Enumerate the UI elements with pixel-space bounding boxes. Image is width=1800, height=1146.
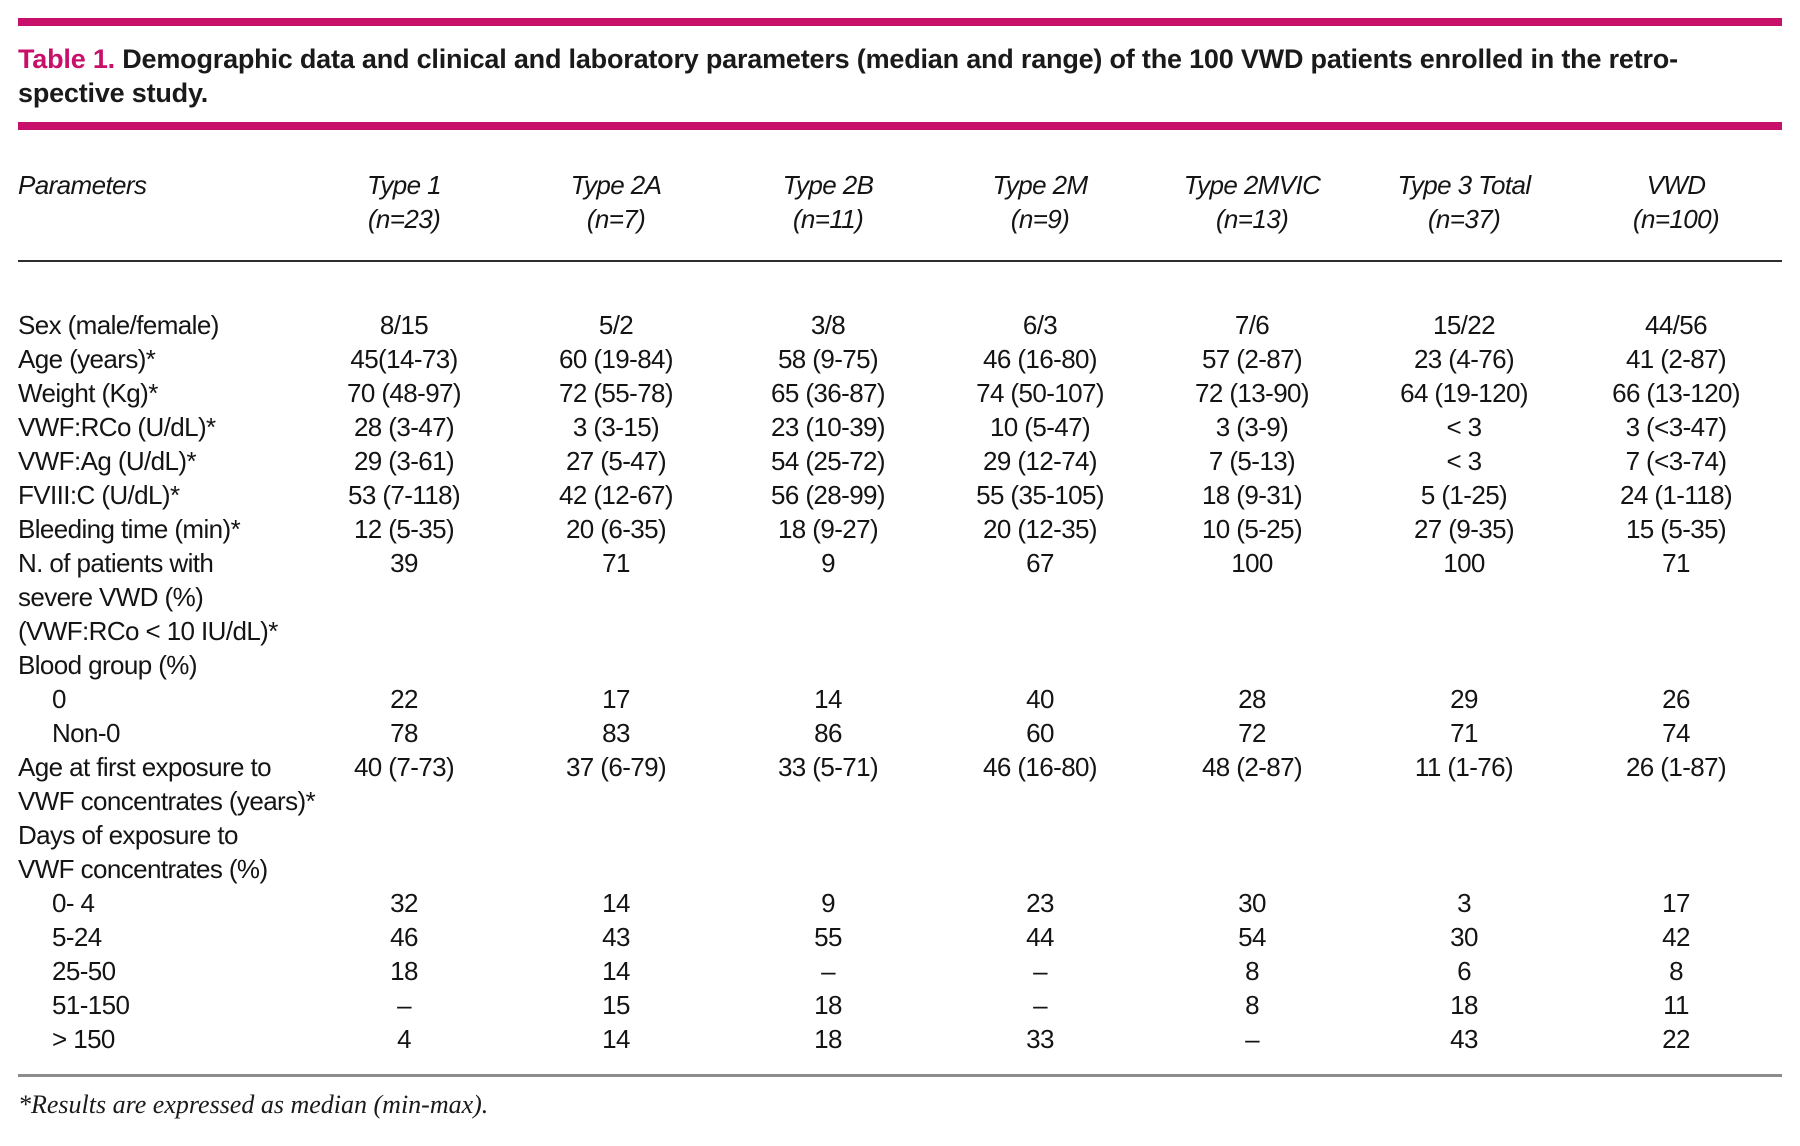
table-row [18,920,1782,954]
column-header-type3-total [1358,168,1570,261]
cell-value [722,818,934,852]
cell-value: 55 [814,922,842,952]
table-header [18,168,1782,261]
row-label: VWF concentrates (%) [18,854,268,884]
cell-value: 42 [1662,922,1690,952]
cell-value: 74 (50-107) [976,378,1104,408]
cell-value [1358,784,1570,818]
cell-value [722,580,934,614]
cell-value: 9 [821,888,835,918]
demographics-table [18,168,1782,1056]
cell-value: 71 [602,548,630,578]
cell-value: 22 [390,684,418,714]
cell-value: 14 [602,1024,630,1054]
cell-value: 72 (55-78) [559,378,673,408]
top-rule [18,18,1782,26]
row-label: Bleeding time (min)* [18,514,241,544]
cell-value: 58 (9-75) [777,344,879,374]
cell-value [934,648,1146,682]
cell-value [1146,818,1358,852]
cell-value [1358,852,1570,886]
table-row [18,886,1782,920]
column-header-line1: Type 1 [367,170,441,200]
table-row [18,410,1782,444]
table-row [18,478,1782,512]
table-row [18,261,1782,342]
column-header-line1: Type 3 Total [1397,170,1531,200]
cell-value: 15/22 [1432,310,1496,340]
table-caption-label: Table 1. [18,44,115,74]
cell-value: 40 (7-73) [353,752,455,782]
column-header-line2: (n=11) [792,204,864,234]
row-label: Age at first exposure to [18,752,271,782]
cell-value: 66 (13-120) [1612,378,1740,408]
cell-value [1146,784,1358,818]
cell-value: 64 (19-120) [1400,378,1528,408]
column-header-line2: (n=100) [1632,204,1720,234]
cell-value: 57 (2-87) [1201,344,1303,374]
cell-value: 78 [390,718,418,748]
table-caption [18,42,1782,110]
cell-value: 65 (36-87) [771,378,885,408]
cell-value: 29 [1450,684,1478,714]
cell-value [298,614,510,648]
cell-value: 11 (1-76) [1414,752,1514,782]
cell-value: < 3 [1446,446,1482,476]
cell-value: 60 (19-84) [559,344,673,374]
cell-value: – [821,956,835,986]
cell-value: 39 [390,548,418,578]
column-header-type2m [934,168,1146,261]
cell-value: 5/2 [598,310,634,340]
cell-value: 28 [1238,684,1266,714]
table-row [18,512,1782,546]
cell-value: 54 (25-72) [771,446,885,476]
cell-value: 10 (5-25) [1201,514,1303,544]
row-label: VWF:RCo (U/dL)* [18,412,216,442]
cell-value [298,580,510,614]
cell-value [510,852,722,886]
cell-value [298,818,510,852]
row-label: Age (years)* [18,344,156,374]
cell-value: 32 [390,888,418,918]
cell-value: 45(14-73) [350,344,458,374]
cell-value: 60 [1026,718,1054,748]
row-label: Weight (Kg)* [18,378,158,408]
cell-value [1146,614,1358,648]
cell-value: 72 [1238,718,1266,748]
table-row [18,954,1782,988]
column-header-line1: Type 2M [992,170,1088,200]
cell-value: 18 [814,1024,842,1054]
cell-value: 86 [814,718,842,748]
row-label: > 150 [52,1024,115,1054]
row-label: N. of patients with [18,548,214,578]
cell-value: 46 (16-80) [983,752,1097,782]
cell-value: – [1033,990,1047,1020]
cell-value: 3 (3-15) [572,412,660,442]
cell-value: < 3 [1446,412,1482,442]
cell-value: 7 (<3-74) [1625,446,1727,476]
cell-value: 26 [1662,684,1690,714]
cell-value: 18 (9-27) [777,514,879,544]
column-header-line1: Type 2B [782,170,874,200]
cell-value: 71 [1450,718,1478,748]
cell-value: 46 [390,922,418,952]
header-row [18,168,1782,261]
table-row [18,648,1782,682]
cell-value: 18 (9-31) [1201,480,1303,510]
cell-value: 22 [1662,1024,1690,1054]
column-header-parameters [18,168,298,261]
row-label: 5-24 [52,922,102,952]
cell-value: 28 (3-47) [353,412,455,442]
cell-value: 53 (7-118) [347,480,461,510]
column-header-type1 [298,168,510,261]
cell-value [1358,648,1570,682]
row-label: VWF:Ag (U/dL)* [18,446,196,476]
cell-value: 3 (3-9) [1215,412,1289,442]
cell-value: 48 (2-87) [1201,752,1303,782]
table-row [18,580,1782,614]
cell-value [1358,614,1570,648]
cell-value: 8 [1245,956,1259,986]
cell-value [1146,648,1358,682]
cell-value [934,784,1146,818]
cell-value: 14 [814,684,842,714]
cell-value: 33 (5-71) [777,752,879,782]
row-label: severe VWD (%) [18,582,204,612]
table-caption-line2: spective study. [18,78,209,108]
table-row [18,988,1782,1022]
cell-value: 29 (3-61) [353,446,455,476]
column-header-type2b [722,168,934,261]
cell-value [1146,580,1358,614]
row-label: Non-0 [52,718,120,748]
cell-value: 44/56 [1644,310,1708,340]
cell-value: 44 [1026,922,1054,952]
cell-value [722,784,934,818]
cell-value: 3/8 [810,310,846,340]
cell-value: 100 [1231,548,1273,578]
cell-value: 15 (5-35) [1625,514,1727,544]
cell-value: 100 [1443,548,1485,578]
cell-value: 8 [1669,956,1683,986]
cell-value [934,852,1146,886]
cell-value [1570,648,1782,682]
cell-value: 37 (6-79) [565,752,667,782]
caption-bottom-rule [18,122,1782,130]
cell-value [722,614,934,648]
cell-value: – [1033,956,1047,986]
column-header-line2: (n=37) [1427,204,1501,234]
cell-value: 8/15 [379,310,429,340]
cell-value: 30 [1450,922,1478,952]
cell-value: 20 (12-35) [983,514,1097,544]
row-label: 51-150 [52,990,130,1020]
cell-value: 33 [1026,1024,1054,1054]
row-label: Sex (male/female) [18,310,219,340]
column-header-line2: (n=7) [586,204,646,234]
column-header-line1: Type 2A [570,170,662,200]
cell-value: 12 (5-35) [353,514,455,544]
cell-value: 15 [602,990,630,1020]
cell-value: 72 (13-90) [1195,378,1309,408]
cell-value: 41 (2-87) [1625,344,1727,374]
table-row [18,546,1782,580]
cell-value [510,818,722,852]
column-header-line1: Parameters [18,170,147,200]
cell-value: 30 [1238,888,1266,918]
cell-value: 3 [1457,888,1471,918]
cell-value [934,614,1146,648]
cell-value: 8 [1245,990,1259,1020]
cell-value: 3 (<3-47) [1625,412,1727,442]
cell-value: 17 [1662,888,1690,918]
table-body [18,261,1782,1056]
cell-value: 24 (1-118) [1619,480,1733,510]
cell-value [298,852,510,886]
cell-value: 23 (4-76) [1413,344,1515,374]
cell-value [934,580,1146,614]
cell-value [1146,852,1358,886]
cell-value: 5 (1-25) [1420,480,1508,510]
cell-value [1570,852,1782,886]
cell-value: 40 [1026,684,1054,714]
cell-value [510,580,722,614]
cell-value: 6 [1457,956,1471,986]
cell-value: 46 (16-80) [983,344,1097,374]
table-row [18,750,1782,784]
cell-value: 26 (1-87) [1625,752,1727,782]
table-row [18,376,1782,410]
cell-value: 11 [1663,990,1689,1020]
column-header-line2: (n=13) [1215,204,1289,234]
cell-value: 18 [814,990,842,1020]
cell-value: 71 [1662,548,1690,578]
cell-value [722,648,934,682]
row-label: 0- 4 [52,888,95,918]
cell-value: 43 [602,922,630,952]
cell-value: 9 [821,548,835,578]
row-label: Blood group (%) [18,650,197,680]
column-header-vwd [1570,168,1782,261]
footnote-text: *Results are expressed as median (min-max). [18,1090,489,1119]
cell-value [1570,784,1782,818]
row-label: (VWF:RCo < 10 IU/dL)* [18,616,278,646]
cell-value: 67 [1026,548,1054,578]
table-row [18,852,1782,886]
cell-value [510,648,722,682]
cell-value: 7 (5-13) [1208,446,1296,476]
cell-value [1570,580,1782,614]
table-row [18,716,1782,750]
column-header-line2: (n=9) [1010,204,1070,234]
table-row [18,818,1782,852]
row-label: 25-50 [52,956,116,986]
cell-value: 42 (12-67) [559,480,673,510]
row-label: VWF concentrates (years)* [18,786,316,816]
row-label: 0 [52,684,66,714]
column-header-line1: Type 2MVIC [1183,170,1321,200]
row-label: FVIII:C (U/dL)* [18,480,180,510]
cell-value: 54 [1238,922,1266,952]
cell-value: 17 [602,684,630,714]
cell-value: 14 [602,888,630,918]
table-row [18,342,1782,376]
cell-value [298,784,510,818]
cell-value [934,818,1146,852]
cell-value: 70 (48-97) [347,378,461,408]
cell-value: 23 (10-39) [771,412,885,442]
cell-value: 27 (5-47) [565,446,667,476]
table-caption-line1: Demographic data and clinical and laboratory parameters (median and range) of the 100 VWD patients enrolled in the retro- [122,44,1678,74]
cell-value: 83 [602,718,630,748]
cell-value: – [397,990,411,1020]
column-header-line1: VWD [1646,170,1706,200]
column-header-line2: (n=23) [367,204,441,234]
cell-value: 55 (35-105) [976,480,1104,510]
cell-value: 27 (9-35) [1413,514,1515,544]
column-header-type2a [510,168,722,261]
cell-value: – [1245,1024,1259,1054]
cell-value: 7/6 [1234,310,1270,340]
table-row [18,1022,1782,1056]
cell-value [1570,614,1782,648]
cell-value: 4 [397,1024,411,1054]
cell-value: 10 (5-47) [989,412,1091,442]
cell-value [1358,818,1570,852]
table-row [18,784,1782,818]
cell-value [1570,818,1782,852]
cell-value: 43 [1450,1024,1478,1054]
footnote [18,1089,1782,1121]
cell-value: 6/3 [1022,310,1058,340]
cell-value: 18 [390,956,418,986]
cell-value: 29 (12-74) [983,446,1097,476]
cell-value: 18 [1450,990,1478,1020]
cell-value [510,784,722,818]
cell-value: 20 (6-35) [565,514,667,544]
table-row [18,614,1782,648]
table-row [18,444,1782,478]
cell-value: 14 [602,956,630,986]
cell-value [722,852,934,886]
cell-value: 56 (28-99) [771,480,885,510]
cell-value [298,648,510,682]
column-header-type2mvic [1146,168,1358,261]
row-label: Days of exposure to [18,820,238,850]
cell-value [1358,580,1570,614]
footnote-rule [18,1074,1782,1077]
cell-value: 23 [1026,888,1054,918]
table-row [18,682,1782,716]
cell-value: 74 [1662,718,1690,748]
cell-value [510,614,722,648]
